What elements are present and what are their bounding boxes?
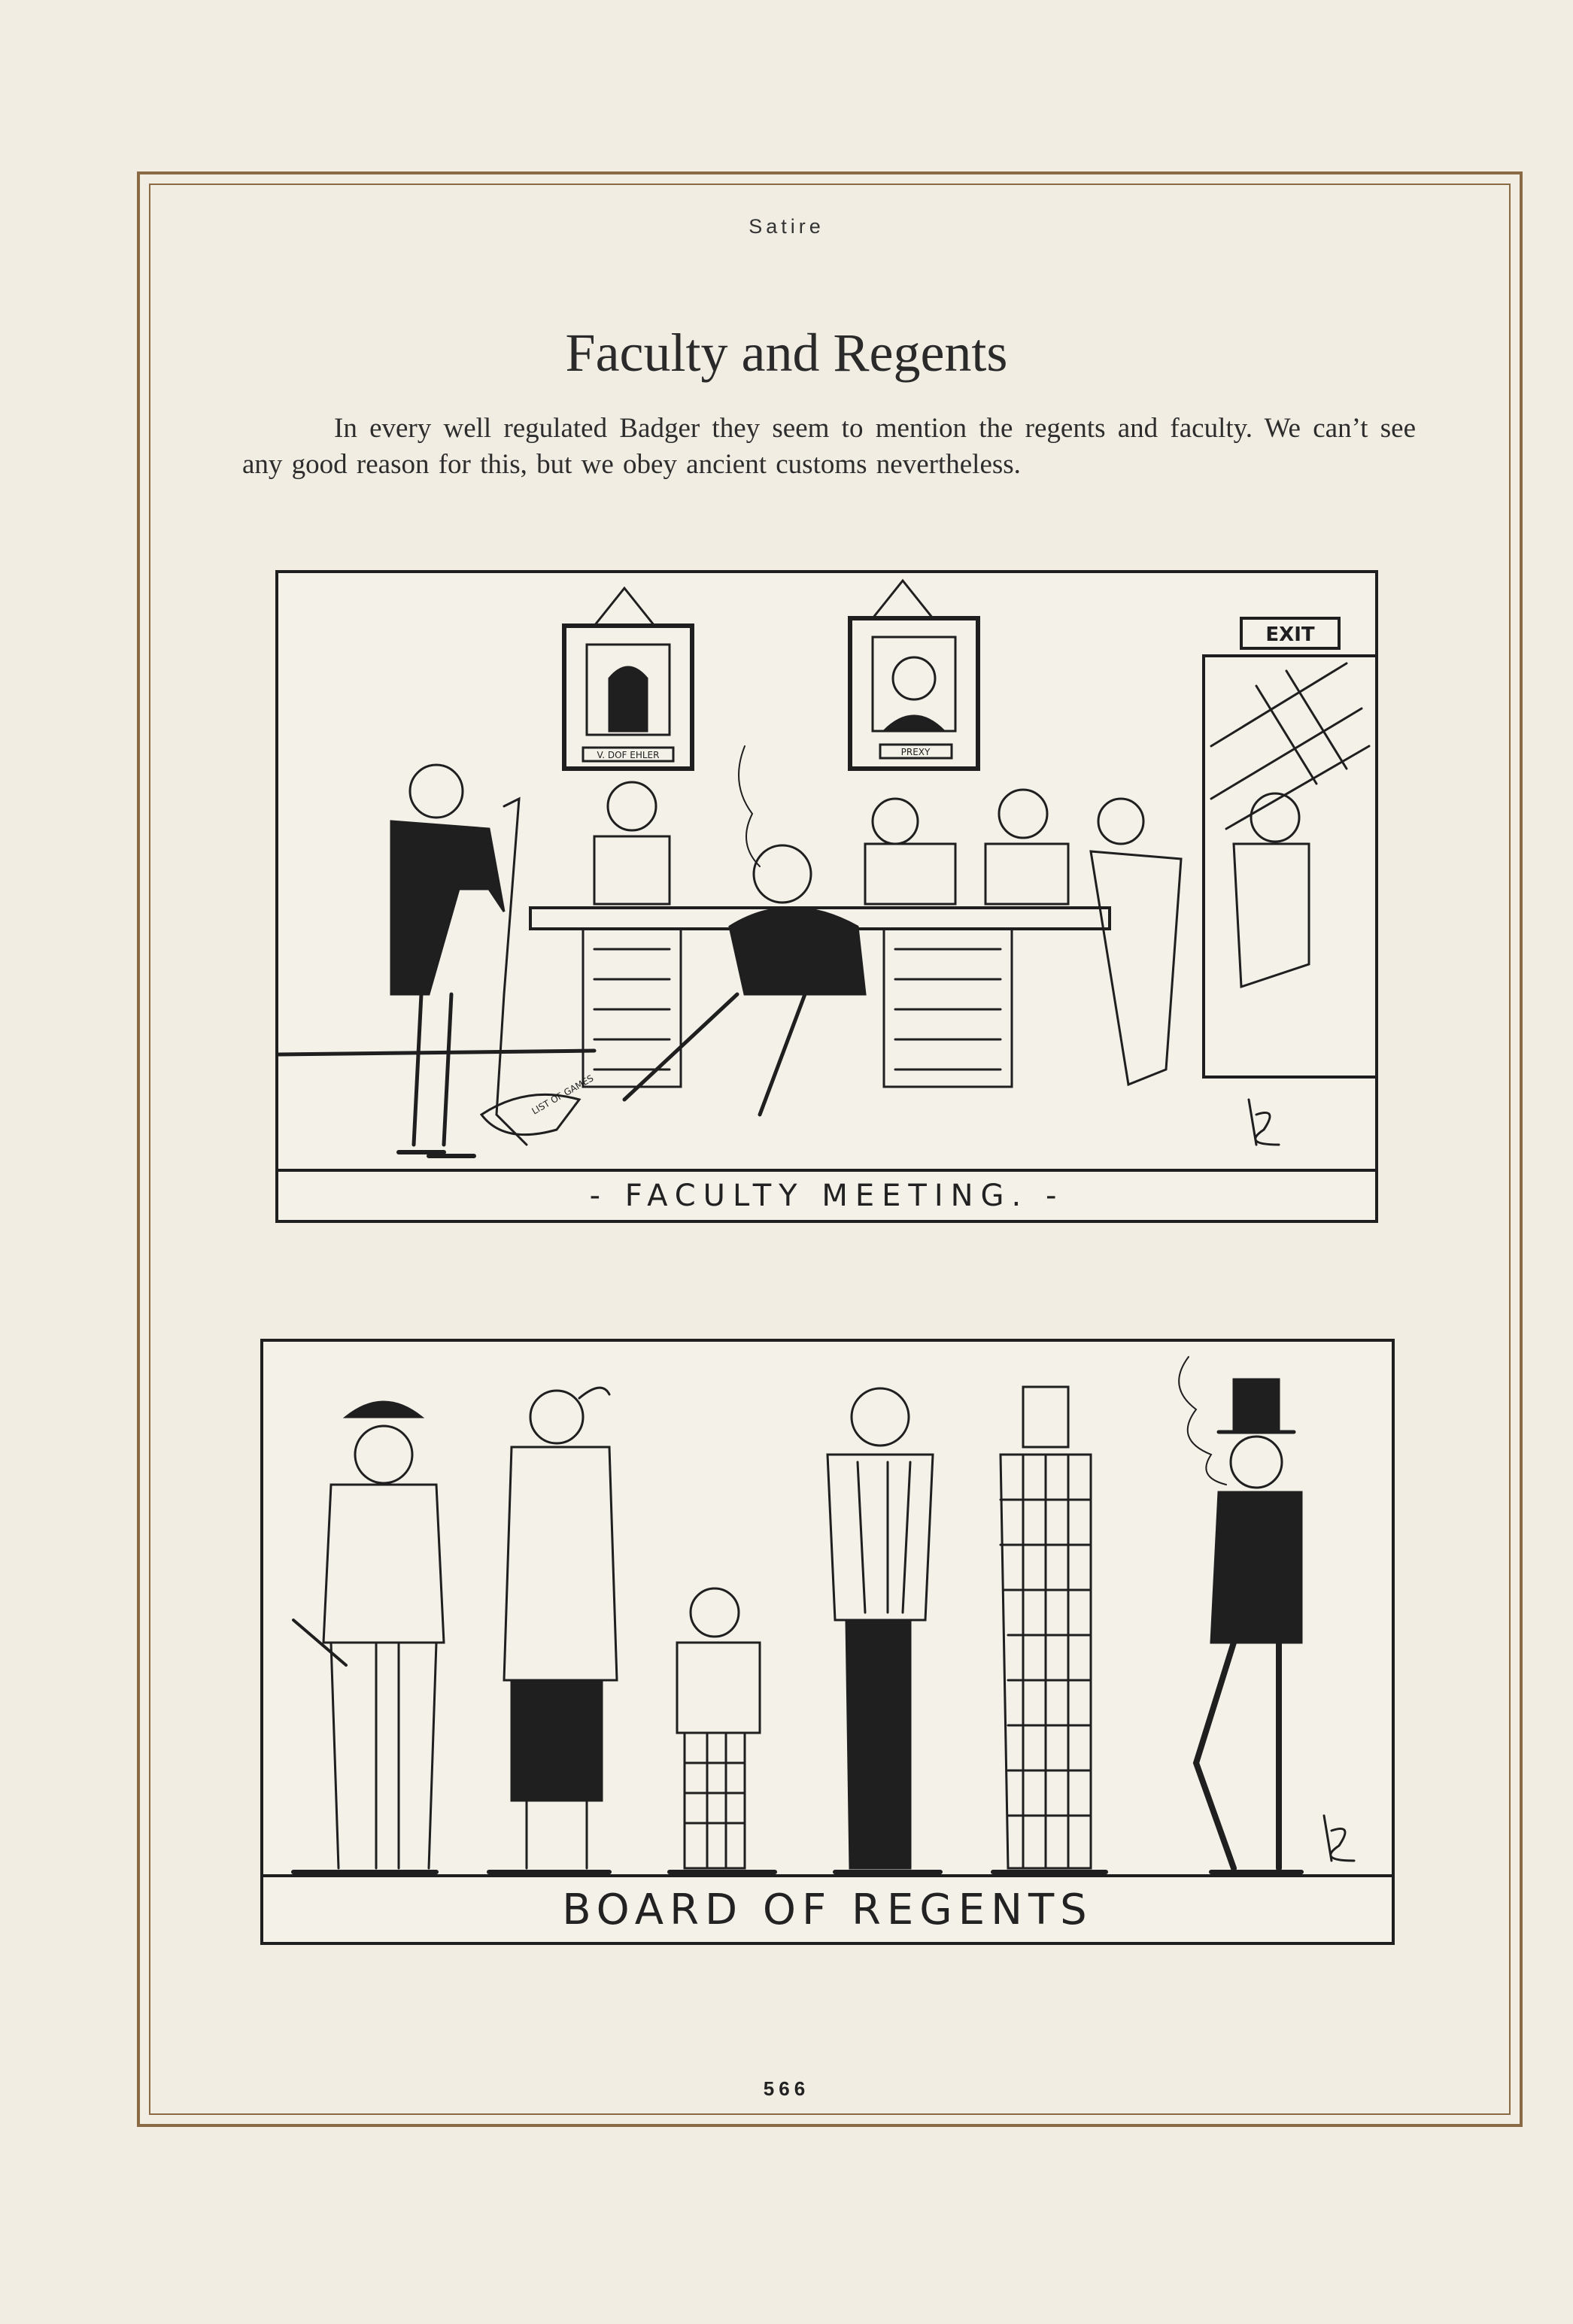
regent-long-coat <box>489 1388 617 1872</box>
scroll <box>481 799 595 1145</box>
portrait-left <box>564 588 692 769</box>
portrait-right <box>850 581 978 769</box>
faculty-meeting-illustration <box>278 573 1375 1175</box>
regent-short-figure <box>670 1588 775 1872</box>
board-of-regents-cartoon <box>260 1339 1395 1945</box>
portrait-left-label: V. DOF EHLER <box>597 750 660 760</box>
page-number: 566 <box>763 2077 810 2100</box>
regent-bowler-hat <box>293 1402 444 1872</box>
intro-paragraph: In every well regulated Badger they seem to mention the regents and faculty. We can’t see any good reason for this, but we obey ancient customs nevertheless. <box>242 413 1416 480</box>
regent-top-hat <box>1179 1357 1301 1872</box>
section-header: Satire <box>749 215 824 238</box>
exit-door <box>1204 618 1375 1077</box>
exit-sign: EXIT <box>1265 623 1315 646</box>
scroll-label: LIST OF GAMES <box>530 1072 596 1117</box>
faculty-meeting-caption: - FACULTY MEETING. - <box>275 1169 1378 1223</box>
artist-signature <box>1324 1816 1354 1861</box>
board-of-regents-caption: BOARD OF REGENTS <box>260 1874 1395 1945</box>
portrait-right-label: PREXY <box>900 747 931 757</box>
faculty-meeting-cartoon <box>275 570 1378 1223</box>
page-title: Faculty and Regents <box>565 323 1008 383</box>
regent-striped-vest <box>827 1388 940 1872</box>
regent-plaid-suit <box>993 1387 1106 1872</box>
man-reading-scroll <box>391 765 504 1156</box>
artist-signature <box>1249 1100 1279 1145</box>
board-of-regents-illustration <box>263 1342 1392 1883</box>
wall-molding <box>278 1051 594 1054</box>
